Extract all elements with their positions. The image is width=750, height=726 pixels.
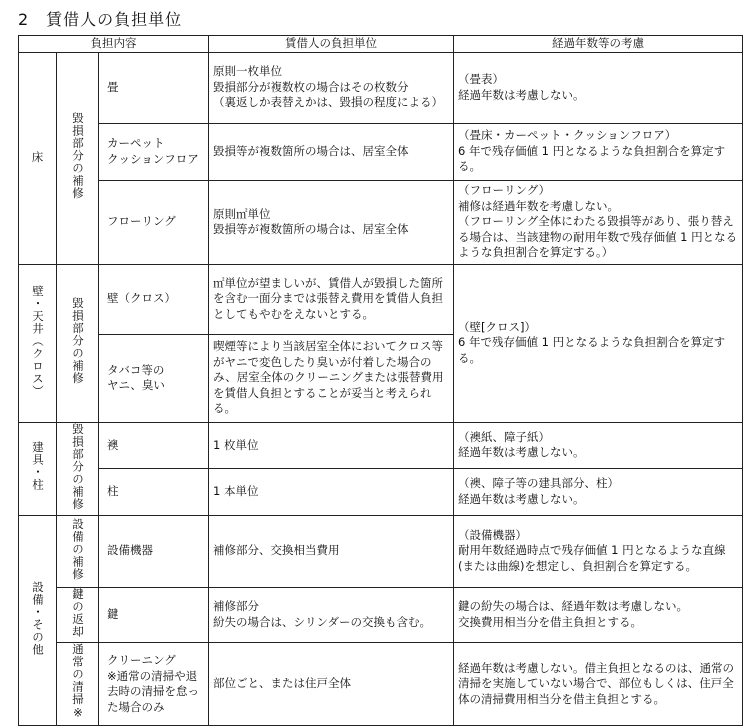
sub-key (57, 587, 99, 643)
unit-key-line: 補修部分 (213, 599, 260, 614)
unit-tatami-line: 毀損部分が複数枚の場合はその枚数分 (213, 79, 409, 94)
note-pillar-line: 経過年数は考慮しない。 (458, 491, 585, 506)
sub-cleaning-label: 通常の清掃※ (71, 643, 85, 721)
unit-tatami-line: （裏返しか表替えかは、毀損の程度による） (213, 95, 444, 110)
unit-cloth: ㎡単位が望ましいが、賃借人が毀損した箇所を含む一面分までは張替え費用を賃借人負担としてもやむをえないとする。 (209, 264, 454, 334)
row-cloth (19, 264, 743, 334)
row-key (19, 587, 743, 643)
unit-cleaning: 部位ごと、または住戸全体 (209, 643, 454, 726)
note-flooring-line: （フローリング全体にわたる毀損等があり、張り替える場合は、当該建物の耐用年数で残存価値 1 円となるような負担割合を算定する。） (458, 214, 738, 260)
row-equipment (19, 515, 743, 587)
header-unit: 賃借人の負担単位 (209, 36, 454, 53)
sub-wall-label: 毀損部分の補修 (71, 297, 85, 385)
category-floor (19, 52, 57, 264)
note-wall-line: 6 年で残存価値 1 円となるような負担割合を算定する。 (458, 335, 726, 365)
note-carpet-line: 6 年で残存価値 1 円となるような負担割合を算定する。 (458, 143, 726, 174)
sub-cleaning (57, 643, 99, 726)
sub-equipment-repair (57, 515, 99, 587)
unit-pillar: 1 本単位 (209, 469, 454, 516)
item-flooring: フローリング (99, 180, 209, 264)
unit-tobacco: 喫煙等により当該居室全体においてクロス等がヤニで変色したり臭いが付着した場合のみ、居室全体のクリーニングまたは張替費用を賃借人負担とすることが妥当と考えられる。 (209, 334, 454, 422)
sub-equipment-repair-label: 設備の補修 (71, 517, 85, 580)
row-flooring (19, 180, 743, 264)
section-title: 2 賃借人の負担単位 (18, 10, 183, 29)
item-tobacco (99, 334, 209, 422)
burden-unit-table (18, 35, 743, 726)
item-cleaning-line: ※通常の清掃や退去時の清掃を怠った場合のみ (107, 668, 199, 714)
note-pillar-line: （襖、障子等の建具部分、柱） (458, 476, 620, 491)
category-wall-label: 壁・天井（クロス） (31, 284, 45, 397)
header-content: 負担内容 (19, 36, 209, 53)
row-fusuma (19, 422, 743, 469)
note-equipment-line: （設備機器） (458, 527, 528, 542)
note-key-line: 鍵の紛失の場合は、経過年数は考慮しない。 (458, 599, 689, 614)
unit-tatami (209, 52, 454, 123)
header-row (19, 36, 743, 53)
note-wall-line: （壁[クロス]） (458, 319, 536, 334)
note-tatami-line: （畳表） (458, 72, 505, 86)
note-tatami (454, 52, 743, 123)
item-equipment: 設備機器 (99, 515, 209, 587)
sub-fixtures (57, 422, 99, 515)
category-floor-label: 床 (31, 150, 44, 165)
item-tobacco-line: タバコ等の (107, 362, 165, 377)
note-cleaning: 経過年数は考慮しない。借主負担となるのは、通常の清掃を実施していない場合で、部位もしくは、住戸全体の清掃費用相当分を借主負担とする。 (454, 643, 743, 726)
sub-key-label: 鍵の返却 (71, 587, 85, 638)
unit-flooring-line: 毀損等が複数箇所の場合は、居室全体 (213, 222, 409, 236)
note-key-line: 交換費用相当分を借主負担とする。 (458, 614, 643, 629)
note-flooring-line: （フローリング） (458, 183, 551, 198)
row-pillar (19, 469, 743, 516)
note-flooring (454, 180, 743, 264)
row-carpet (19, 123, 743, 180)
note-fusuma-line: 経過年数は考慮しない。 (458, 445, 585, 460)
note-carpet (454, 123, 743, 180)
note-key (454, 587, 743, 643)
note-wall (454, 264, 743, 422)
category-fixtures-label: 建具・柱 (31, 441, 45, 492)
item-cleaning-line: クリーニング (107, 653, 176, 667)
sub-floor (57, 52, 99, 264)
item-pillar: 柱 (99, 469, 209, 516)
category-wall (19, 264, 57, 422)
header-years: 経過年数等の考慮 (454, 36, 743, 53)
note-tatami-line: 経過年数は考慮しない。 (458, 87, 585, 102)
note-equipment-line: 耐用年数経過時点で残存価値 1 円となるような直線(または曲線)を想定し、負担割合を算定する。 (458, 543, 726, 573)
sub-floor-label: 毀損部分の補修 (71, 112, 85, 200)
note-fusuma-line: （襖紙、障子紙） (458, 429, 551, 444)
unit-fusuma: 1 枚単位 (209, 422, 454, 469)
category-equipment (19, 515, 57, 726)
item-carpet-line: クッションフロア (107, 151, 199, 166)
item-cloth: 壁（クロス） (99, 264, 209, 334)
unit-equipment: 補修部分、交換相当費用 (209, 515, 454, 587)
item-cleaning (99, 643, 209, 726)
note-pillar (454, 469, 743, 516)
sub-fixtures-label: 毀損部分の補修 (71, 422, 85, 510)
item-tatami: 畳 (99, 52, 209, 123)
sub-wall (57, 264, 99, 422)
item-tobacco-line: ヤニ、臭い (107, 378, 165, 392)
item-carpet-line: カーペット (107, 136, 165, 150)
row-tatami (19, 52, 743, 123)
note-fusuma (454, 422, 743, 469)
category-fixtures (19, 422, 57, 515)
unit-key (209, 587, 454, 643)
note-equipment (454, 515, 743, 587)
unit-flooring (209, 180, 454, 264)
item-carpet (99, 123, 209, 180)
unit-flooring-line: 原則㎡単位 (213, 206, 271, 221)
unit-tatami-line: 原則一枚単位 (213, 64, 283, 79)
note-carpet-line: （畳床・カーペット・クッションフロア） (458, 128, 677, 143)
category-equipment-label: 設備・その他 (31, 580, 45, 656)
item-fusuma: 襖 (99, 422, 209, 469)
note-flooring-line: 補修は経過年数を考慮しない。 (458, 198, 620, 213)
unit-carpet: 毀損等が複数箇所の場合は、居室全体 (209, 123, 454, 180)
item-key: 鍵 (99, 587, 209, 643)
unit-key-line: 紛失の場合は、シリンダーの交換も含む。 (213, 614, 432, 629)
row-cleaning (19, 643, 743, 726)
